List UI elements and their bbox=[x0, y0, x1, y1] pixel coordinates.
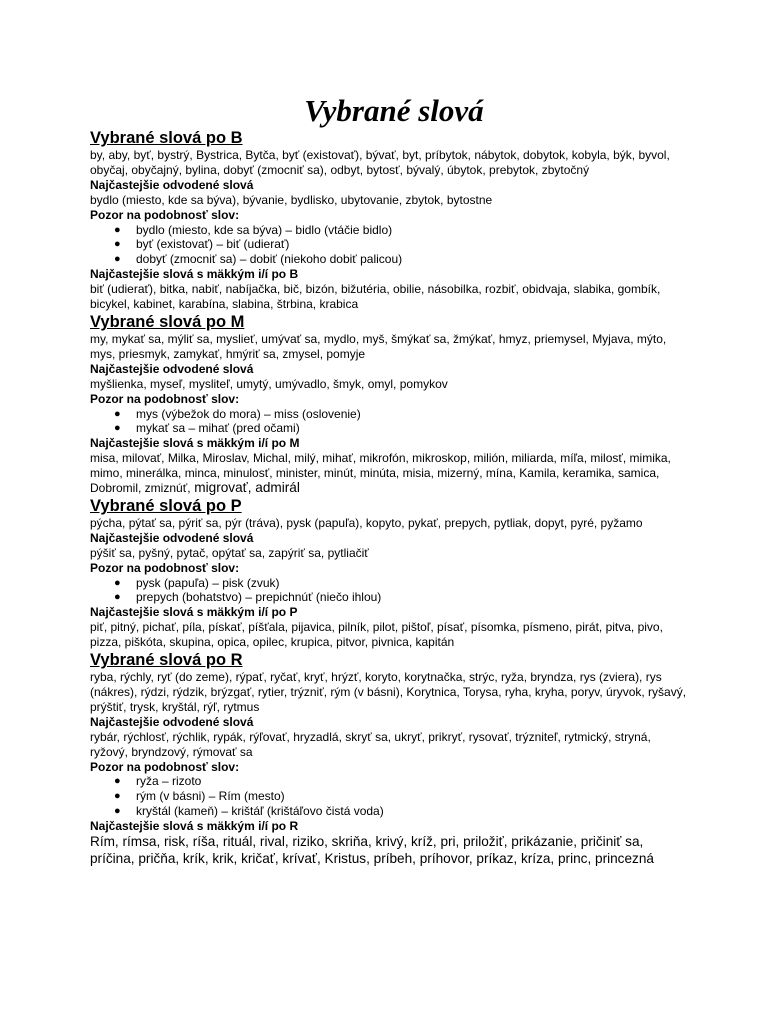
caution-label: Pozor na podobnosť slov: bbox=[90, 560, 240, 575]
list-item-text: pysk (papuľa) – pisk (zvuk) bbox=[136, 575, 280, 590]
list-item-text: ryža – rizoto bbox=[136, 774, 202, 789]
caution-list bbox=[90, 774, 690, 819]
bullet-dot-icon: ● bbox=[114, 775, 121, 788]
soft-words: piť, pitný, pichať, píla, pískať, píšťala, pijavica, pilník, pilot, pištoľ, písať, písomka, písmeno, pirát, pitva, pivo, pizza, piškóta, skupina, opica, opilec, krupica, pitvor, pivnica, kapitán bbox=[90, 620, 663, 650]
selected-words: my, mykať sa, mýliť sa, myslieť, umývať sa, mydlo, myš, šmýkať sa, žmýkať, hmyz, priemysel, Myjava, mýto, mys, priesmyk, zamykať, hmýriť sa, zmysel, pomyje bbox=[90, 331, 667, 361]
soft-words-extra: migrovať, admirál bbox=[190, 480, 300, 496]
bullet-dot-icon: ● bbox=[114, 591, 121, 604]
list-item bbox=[90, 421, 690, 436]
derived-label: Najčastejšie odvodené slová bbox=[90, 530, 254, 545]
caution-label: Pozor na podobnosť slov: bbox=[90, 391, 240, 406]
page-title: Vybrané slová bbox=[304, 93, 484, 128]
list-item-text: rým (v básni) – Rím (mesto) bbox=[136, 789, 285, 804]
list-item bbox=[90, 590, 690, 605]
document-page bbox=[90, 92, 690, 868]
derived-label: Najčastejšie odvodené slová bbox=[90, 714, 254, 729]
bullet-dot-icon: ● bbox=[114, 238, 121, 251]
soft-words-container bbox=[90, 451, 690, 496]
list-item bbox=[90, 407, 690, 422]
caution-label: Pozor na podobnosť slov: bbox=[90, 759, 240, 774]
bullet-dot-icon: ● bbox=[114, 576, 121, 589]
section-heading: Vybrané slová po M bbox=[90, 312, 245, 331]
list-item bbox=[90, 774, 690, 789]
derived-words: rybár, rýchlosť, rýchlik, rypák, rýľovať, hryzadlá, skryť sa, ukryť, prikryť, rysovať, trýzniteľ, rytmický, stryná, ryžový, bryndzový, rýmovať sa bbox=[90, 729, 651, 759]
derived-words: myšlienka, myseľ, mysliteľ, umytý, umývadlo, šmyk, omyl, pomykov bbox=[90, 376, 448, 391]
bullet-dot-icon: ● bbox=[114, 805, 121, 818]
list-item bbox=[90, 789, 690, 804]
list-item-text: mys (výbežok do mora) – miss (oslovenie) bbox=[136, 406, 361, 421]
list-item bbox=[90, 576, 690, 591]
selected-words: ryba, rýchly, ryť (do zeme), rýpať, ryčať, kryť, hrýzť, koryto, korytnačka, strýc, ryža, bryndza, rys (zviera), rys (nákres), rýdzi, rýdzik, brýzgať, rytier, trýzniť, rým (v básni), Korytnica, Torysa, ryha, kryha, poryv, úryvok, ryšavý, prýštiť, trysk, kryštál, rýľ, rytmus bbox=[90, 670, 687, 714]
section-heading: Vybrané slová po R bbox=[90, 651, 243, 670]
list-item bbox=[90, 237, 690, 252]
bullet-dot-icon: ● bbox=[114, 223, 121, 236]
list-item bbox=[90, 252, 690, 267]
list-item-text: mykať sa – mihať (pred očami) bbox=[136, 421, 300, 436]
list-item bbox=[90, 804, 690, 819]
soft-label: Najčastejšie slová s mäkkým i/í po M bbox=[90, 436, 300, 451]
bullet-dot-icon: ● bbox=[114, 253, 121, 266]
bullet-dot-icon: ● bbox=[114, 790, 121, 803]
derived-label: Najčastejšie odvodené slová bbox=[90, 177, 254, 192]
derived-label: Najčastejšie odvodené slová bbox=[90, 361, 254, 376]
soft-label: Najčastejšie slová s mäkkým i/í po P bbox=[90, 605, 298, 620]
section-r bbox=[90, 650, 690, 868]
soft-words: misa, milovať, Milka, Miroslav, Michal, milý, mihať, mikrofón, mikroskop, milión, miliarda, míľa, milosť, mimika, mimo, minerálka, minca, minulosť, minister, minút, minúta, misia, mizerný, mína, Kamila, keramika, samica, Dobromil, zmiznúť, bbox=[90, 451, 671, 496]
soft-words: biť (udierať), bitka, nabiť, nabíjačka, bič, bizón, bižutéria, obilie, násobilka, rozbiť, obidvaja, slabika, gombík, bicykel, kabinet, karabína, slabina, štrbina, krabica bbox=[90, 282, 661, 312]
list-item-text: byť (existovať) – biť (udierať) bbox=[136, 237, 290, 252]
soft-label: Najčastejšie slová s mäkkým i/í po B bbox=[90, 267, 299, 282]
section-p bbox=[90, 496, 690, 650]
section-b bbox=[90, 128, 690, 312]
list-item-text: dobyť (zmocniť sa) – dobiť (niekoho dobiť palicou) bbox=[136, 252, 403, 267]
caution-list bbox=[90, 407, 690, 437]
list-item-text: prepych (bohatstvo) – prepichnúť (niečo ihlou) bbox=[136, 590, 382, 605]
bullet-dot-icon: ● bbox=[114, 407, 121, 420]
list-item-text: bydlo (miesto, kde sa býva) – bidlo (vtáčie bidlo) bbox=[136, 222, 393, 237]
section-heading: Vybrané slová po B bbox=[90, 129, 243, 147]
list-item-text: kryštál (kameň) – krištáľ (krištáľovo čistá voda) bbox=[136, 804, 384, 819]
list-item bbox=[90, 223, 690, 238]
section-m bbox=[90, 312, 690, 496]
bullet-dot-icon: ● bbox=[114, 422, 121, 435]
selected-words: pýcha, pýtať sa, pýriť sa, pýr (tráva), pysk (papuľa), kopyto, pykať, prepych, pytliak, dopyt, pyré, pyžamo bbox=[90, 515, 643, 530]
soft-label: Najčastejšie slová s mäkkým i/í po R bbox=[90, 819, 299, 834]
caution-list bbox=[90, 576, 690, 606]
section-heading: Vybrané slová po P bbox=[90, 496, 242, 515]
caution-list bbox=[90, 223, 690, 268]
derived-words: pýšiť sa, pyšný, pytač, opýtať sa, zapýriť sa, pytliačiť bbox=[90, 545, 369, 560]
soft-words: Rím, rímsa, risk, ríša, rituál, rival, riziko, skriňa, krivý, kríž, pri, priložiť, prikázanie, pričiniť sa, príčina, pričňa, krík, krik, kričať, krívať, Kristus, príbeh, príhovor, príkaz, kríza, princ, princezná bbox=[90, 834, 654, 866]
derived-words: bydlo (miesto, kde sa býva), bývanie, bydlisko, ubytovanie, zbytok, bytostne bbox=[90, 192, 493, 207]
selected-words: by, aby, byť, bystrý, Bystrica, Bytča, byť (existovať), bývať, byt, príbytok, nábytok, dobytok, kobyla, býk, byvol, obyčaj, obyčajný, bylina, dobyť (zmocniť sa), odbyt, bytosť, bývalý, úbytok, prebytok, zbytočný bbox=[90, 148, 670, 177]
caution-label: Pozor na podobnosť slov: bbox=[90, 207, 240, 222]
